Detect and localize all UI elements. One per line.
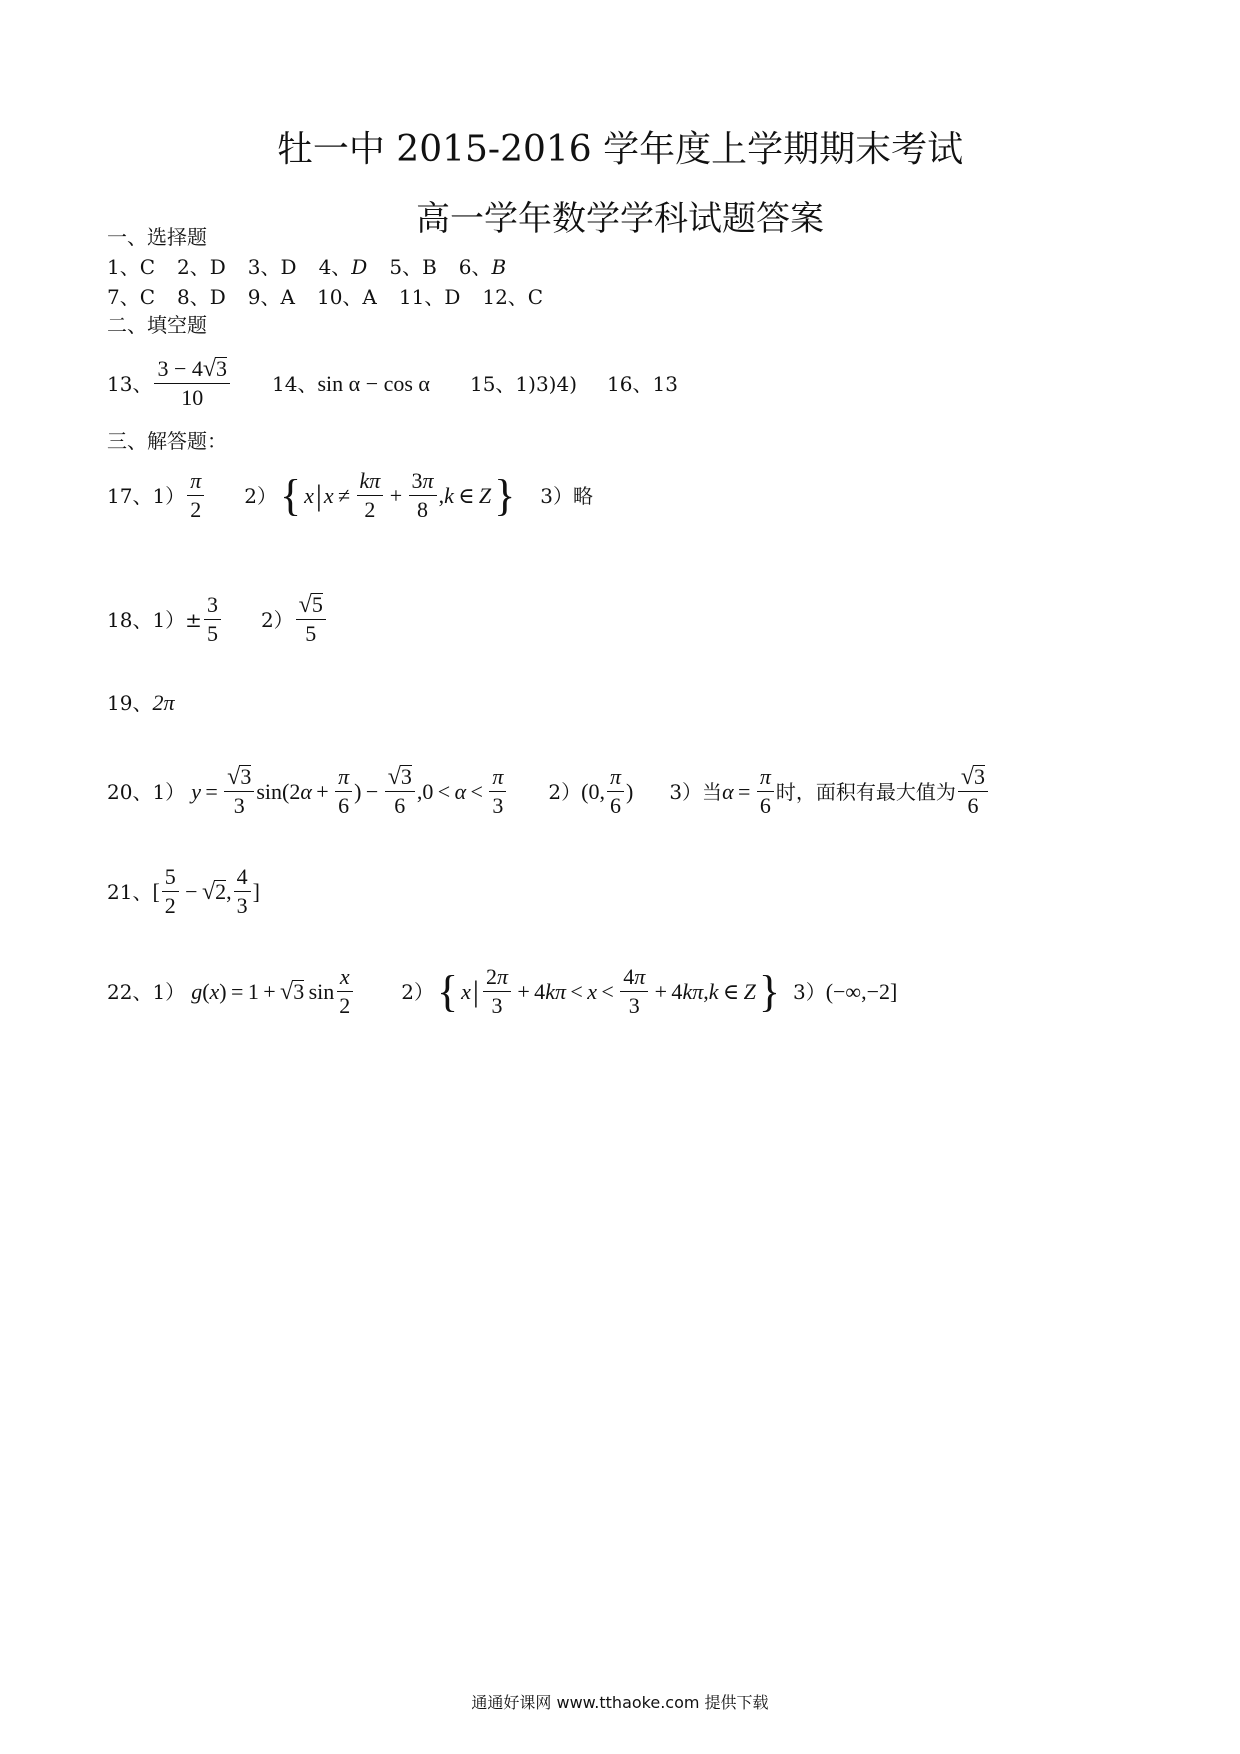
q18-part1-answer: $\frac{3}{5}$	[202, 592, 223, 647]
answer-7: 7、C	[107, 285, 156, 309]
page-subtitle: 高一学年数学学科试题答案	[416, 199, 824, 239]
footer-watermark: 通通好课网 www.tthaoke.com 提供下载	[471, 1693, 769, 1712]
q20-part3-text: 时，面积有最大值为	[775, 779, 956, 804]
q20-part1-answer: y = √ 3 3 sin(2 α + $\frac{\pi}{6}$ ) − √ 3 6 ,0 < α < $\frac{\pi}{3}$	[191, 764, 508, 819]
q19-label: 19、	[107, 691, 153, 715]
q17-part2-answer: { x | x ≠ $\frac{k\pi}{2}$ + $\frac{3\pi}{8}$ , k ∈ Z }	[279, 468, 516, 522]
q20-part2-label: 2）	[548, 779, 582, 804]
answer-2: 2、D	[177, 255, 226, 279]
answer-12: 12、C	[482, 285, 544, 309]
section-solve-label: 三、解答题：	[107, 429, 227, 453]
q20-label: 20、1）	[107, 779, 186, 804]
q17-part3-answer: 3）略	[540, 483, 594, 508]
q21-answer: [ $\frac{5}{2}$ − √ 2 , $\frac{4}{3}$ ]	[152, 864, 260, 918]
answer-6-label: 6、	[458, 255, 492, 279]
choice-answers-row-1	[107, 253, 506, 281]
answer-1: 1、C	[107, 255, 156, 279]
q22-part1-answer: g ( x ) = 1 + √ 3 sin $\frac{x}{2}$	[191, 964, 355, 1019]
q22-row	[107, 964, 897, 1019]
choice-answers-row-2	[107, 283, 543, 311]
q17-label: 17、1）	[107, 483, 186, 508]
q20-row	[107, 764, 990, 819]
answer-4-label: 4、	[318, 255, 352, 279]
fill-answers-row	[107, 356, 678, 411]
q14-answer: sin α − cos α	[317, 370, 430, 396]
q20-part3-label: 3）当	[669, 779, 723, 804]
answer-4: D	[351, 255, 368, 279]
q13-label: 13、	[107, 371, 153, 396]
section-fill-label: 二、填空题	[107, 313, 207, 337]
q21-label: 21、	[107, 879, 153, 904]
q14-label: 14、	[272, 371, 318, 396]
answer-6: B	[491, 255, 507, 279]
q18-part2-answer: √ 5 5	[294, 592, 328, 647]
answer-3: 3、D	[247, 255, 297, 279]
q13-answer: 3 − 4 √ 3 10	[152, 356, 232, 411]
page-title: 牡一中 2015-2016 学年度上学期期末考试	[276, 129, 964, 170]
section-choice-label: 一、选择题	[107, 225, 207, 249]
answer-10: 10、A	[316, 285, 377, 309]
q15-answer: 1)3)4)	[515, 371, 578, 396]
answer-5: 5、B	[389, 255, 437, 279]
q17-part2-label: 2）	[244, 483, 277, 508]
q19-answer: 2π	[152, 690, 175, 715]
q17-row	[107, 468, 593, 523]
q17-part1-answer: $\frac{\pi}{2}$	[185, 468, 206, 523]
q19-row	[107, 689, 174, 717]
q21-row	[107, 864, 260, 919]
q20-part3-answer: √ 3 6	[956, 764, 990, 819]
q22-label: 22、1）	[107, 979, 186, 1004]
q22-part3-answer: (−∞,−2]	[825, 978, 898, 1004]
q22-part2-label: 2）	[401, 979, 435, 1004]
q18-label: 18、1）±	[107, 607, 202, 632]
q22-part3-label: 3）	[792, 979, 826, 1004]
q18-part2-label: 2）	[260, 607, 294, 632]
answer-9: 9、A	[247, 285, 295, 309]
q18-row	[107, 592, 328, 647]
q20-part2-answer: (0, $\frac{\pi}{6}$ )	[581, 764, 634, 818]
answer-11: 11、D	[398, 285, 461, 309]
q20-part3-condition: α = $\frac{\pi}{6}$	[722, 764, 776, 819]
q15-label: 15、	[469, 371, 516, 396]
answer-8: 8、D	[177, 285, 226, 309]
q16-answer: 13	[652, 371, 678, 396]
q22-part2-answer: { x | $\frac{2\pi}{3}$ + 4 kπ < x < $\frac{4\pi}{3}$ + 4 kπ , k ∈ Z }	[437, 964, 780, 1018]
q16-label: 16、	[607, 371, 653, 396]
